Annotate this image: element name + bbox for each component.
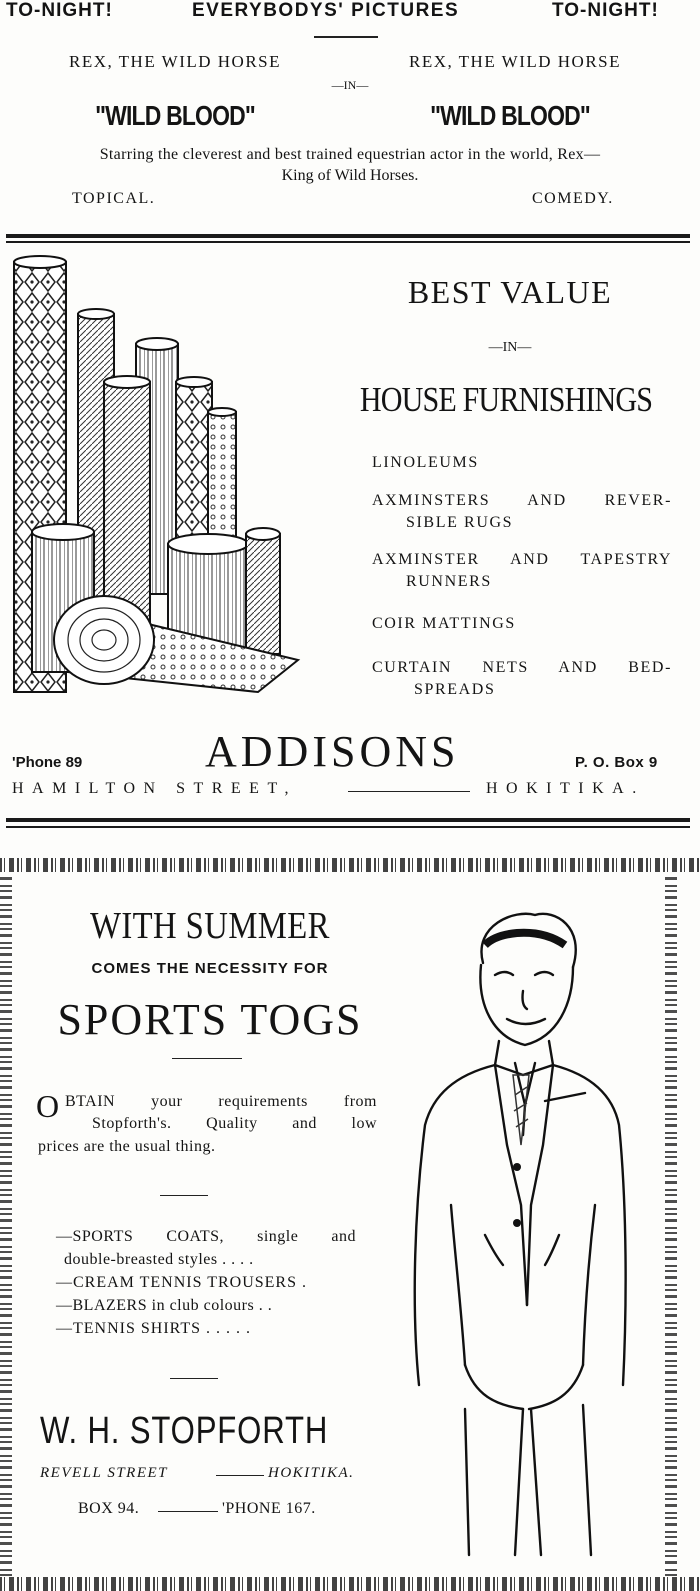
ad-border-bottom [0, 1577, 700, 1591]
section-rule [6, 234, 690, 238]
section-rule-2-thin [6, 826, 690, 828]
sports-divider-3 [170, 1378, 218, 1379]
addisons-firm-name: ADDISONS [205, 727, 460, 776]
rug-rolls-illustration [8, 252, 308, 712]
topical-label: TOPICAL. [72, 190, 156, 207]
coir-mattings-item: COIR MATTINGS [372, 615, 516, 632]
right-film-title: "WILD BLOOD" [430, 100, 590, 131]
necessity-subheading: COMES THE NECESSITY FOR [91, 960, 329, 977]
intro-line-1: BTAIN your requirements from [65, 1093, 377, 1110]
addisons-street: HAMILTON STREET, [12, 780, 298, 797]
comedy-label: COMEDY. [532, 190, 614, 207]
tennis-trousers-item: —CREAM TENNIS TROUSERS . [56, 1274, 307, 1291]
cinema-in-label: —IN— [331, 78, 369, 92]
cinema-title: EVERYBODYS' PICTURES [192, 0, 460, 21]
right-tonight: TO-NIGHT! [552, 0, 659, 21]
ad-border-top [0, 858, 700, 872]
with-summer-heading: WITH SUMMER [90, 905, 330, 947]
sports-coats-item-cont: double-breasted styles . . . . [64, 1251, 254, 1268]
axminster-tapestry-item-cont: RUNNERS [406, 573, 492, 590]
sports-coats-item: —SPORTS COATS, single and [56, 1228, 356, 1245]
left-tonight: TO-NIGHT! [6, 0, 113, 21]
ad-border-right [665, 876, 677, 1576]
axminster-tapestry-item: AXMINSTER AND TAPESTRY [372, 551, 672, 568]
right-heading: REX, THE WILD HORSE [408, 52, 622, 71]
sports-divider-1 [172, 1058, 242, 1059]
addisons-phone: 'Phone 89 [12, 754, 83, 771]
section-rule-thin [6, 241, 690, 243]
linoleums-item: LINOLEUMS [372, 454, 479, 471]
stopforth-town: HOKITIKA. [268, 1465, 355, 1481]
box-dash [158, 1511, 218, 1512]
sports-divider-2 [160, 1195, 208, 1196]
left-film-title: "WILD BLOOD" [95, 100, 255, 131]
intro-dropcap: O [36, 1088, 60, 1124]
left-heading: REX, THE WILD HORSE [68, 52, 282, 71]
ad-border-left [0, 876, 12, 1576]
stopforth-phone: 'PHONE 167. [222, 1500, 316, 1517]
cinema-description-1: Starring the cleverest and best trained equestrian actor in the world, Rex— [99, 146, 601, 163]
axminsters-item: AXMINSTERS AND REVER- [372, 492, 672, 509]
man-in-sports-coat-illustration [395, 905, 655, 1565]
stopforth-box: BOX 94. [78, 1500, 140, 1517]
curtain-nets-item-cont: SPREADS [414, 681, 496, 698]
sports-togs-headline: SPORTS TOGS [57, 995, 363, 1044]
blazers-item: —BLAZERS in club colours . . [56, 1297, 273, 1314]
addisons-town: HOKITIKA. [486, 780, 645, 797]
section-rule-2 [6, 818, 690, 822]
address-dash [348, 791, 470, 792]
stopforth-street: REVELL STREET [40, 1465, 168, 1481]
cinema-description-2: King of Wild Horses. [281, 167, 419, 184]
title-divider [314, 36, 378, 38]
intro-line-3: prices are the usual thing. [38, 1138, 216, 1155]
street-dash [216, 1475, 264, 1476]
axminsters-item-cont: SIBLE RUGS [406, 514, 514, 531]
house-furnishings-headline: HOUSE FURNISHINGS [359, 380, 653, 419]
stopforth-firm-name: W. H. STOPFORTH [40, 1410, 329, 1452]
tennis-shirts-item: —TENNIS SHIRTS . . . . . [56, 1320, 252, 1337]
intro-line-2: Stopforth's. Quality and low [92, 1115, 377, 1132]
curtain-nets-item: CURTAIN NETS AND BED- [372, 659, 672, 676]
best-value-headline: BEST VALUE [407, 274, 613, 310]
addisons-po-box: P. O. Box 9 [575, 754, 658, 771]
furnishings-in-label: —IN— [488, 340, 532, 355]
